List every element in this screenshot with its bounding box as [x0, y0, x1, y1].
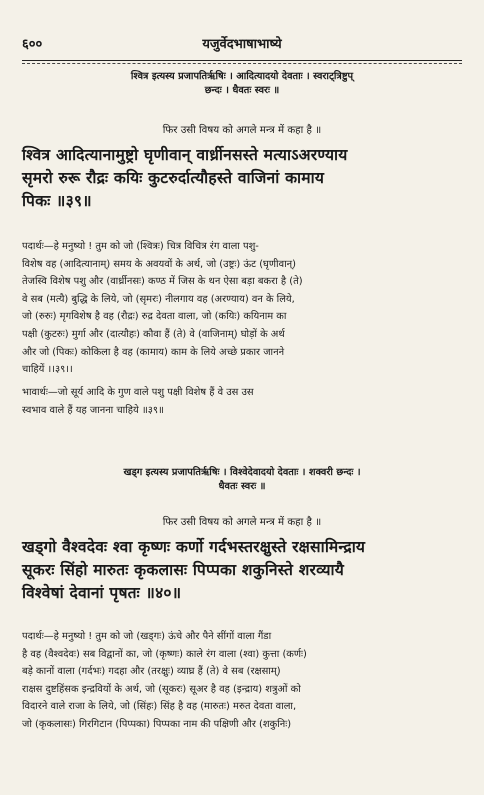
- padartha-line: वे सब (मत्यै) बुद्धि के लिये, जो (सृमरः) नीलगाय वह (अरण्याय) वन के लिये,: [22, 293, 295, 305]
- header-rule: [22, 60, 462, 61]
- bhavartha-line: भावार्थः—जो सूर्य आदि के गुण वाले पशु पक्षी विशेष हैं वे उस उस: [22, 387, 254, 398]
- bhavartha-line: स्वभाव वाले हैं यह जानना चाहिये ॥३९॥: [22, 404, 164, 416]
- mantra-39-text: [22, 144, 462, 213]
- padartha-line: पदार्थः—हे मनुष्यो ! तुम को जो (श्वित्रः) चित्र विचित्र रंग वाला पशु-: [22, 241, 259, 252]
- mantra-line: विश्वेषां देवानां पृषतः ॥४०॥: [22, 584, 182, 602]
- padartha-line: चाहियें ।।३९।।: [22, 364, 73, 376]
- mantra-line: श्वित्र आदित्यानामुष्ट्रो घृणीवान् वार्ध्रीनसस्ते मत्याऽअरण्याय: [22, 146, 348, 164]
- padartha-line: जो (कृकलासः) गिरगिटान (पिप्पका) पिप्पका नाम की पक्षिणी और (शकुनिः): [22, 718, 292, 730]
- metadata-line: धैवतः स्वरः ॥: [218, 481, 266, 492]
- padartha-line: राक्षस दुष्टहिंसक इन्द्रवियों के अर्थ, जो (सूकरः) सूअर है वह (इन्द्राय) शत्रुओं को: [22, 683, 301, 695]
- metadata-line: खड्ग इत्यस्य प्रजापतिर्ऋषिः । विश्वेदेवादयो देवताः । शक्वरी छन्दः ।: [123, 467, 361, 478]
- padartha-line: विदारने वाले राजा के लिये, जो (सिंहः) सिंह है वह (मारुतः) मरुत देवता वाला,: [22, 701, 297, 713]
- page-number: ६००: [22, 37, 43, 52]
- padartha-line: पक्षी (कुटरुः) मुर्गा और (दात्यौहः) कौवा हैं (ते) वे (वाजिनाम्) घोड़ों के अर्थ: [22, 328, 285, 340]
- padartha-line: जो (रुरुः) मृगविशेष है वह (रौद्रः) रुद्र देवता वाला, जो (कयिः) कयिनाम का: [22, 311, 287, 323]
- mantra-39-padartha: [22, 238, 462, 379]
- page-header: [22, 34, 462, 56]
- padartha-line: विशेष वह (आदित्यानाम्) समय के अवयवों के अर्थ, जो (उष्ट्रः) ऊंट (घृणीवान्): [22, 258, 296, 270]
- metadata-line: श्वित्र इत्यस्य प्रजापतिर्ऋषिः । आदित्यादयो देवताः । स्वराट्त्रिष्टुप्: [130, 71, 354, 82]
- padartha-line: बड़े कानों वाला (गर्दभः) गदहा और (तरक्षुः) व्याघ्र हैं (ते) वे सब (रक्षसाम्): [22, 666, 281, 678]
- padartha-line: है वह (वैश्वदेवः) सब विद्वानों का, जो (कृष्णः) काले रंग वाला (श्वा) कुत्ता (कर्णः): [22, 648, 307, 660]
- mantra-40-padartha: [22, 628, 462, 734]
- mantra-40-metadata: [22, 466, 462, 494]
- padartha-line: पदार्थः—हे मनुष्यो ! तुम को जो (खड्गः) ऊंचे और पैने सींगों वाला गैंडा: [22, 631, 272, 642]
- mantra-line: सूकरः सिंहो मारुतः कृकलासः पिप्पका शकुनिस्ते शरव्यायै: [22, 561, 344, 579]
- metadata-line: छन्दः । धैवतः स्वरः ॥: [204, 85, 280, 96]
- mantra-39-bhavartha: [22, 384, 462, 419]
- mantra-40-text: [22, 536, 462, 605]
- running-title: यजुर्वेदभाषाभाष्ये: [202, 37, 282, 52]
- mantra-line: पिकः ॥३९॥: [22, 192, 92, 210]
- mantra-39-intro: फिर उसी विषय को अगले मन्त्र में कहा है ॥: [162, 125, 322, 136]
- header-rule-dashed: [22, 63, 462, 64]
- mantra-line: खड्गो वैश्वदेवः श्वा कृष्णः कर्णो गर्दभस्तरक्षुस्ते रक्षसामिन्द्राय: [22, 538, 366, 556]
- padartha-line: तेजस्वि विशेष पशु और (वार्ध्रीनसः) कण्ठ में जिस के थन ऐसा बड़ा बकरा है (ते): [22, 276, 303, 288]
- mantra-40-intro: फिर उसी विषय को अगले मन्त्र में कहा है ॥: [162, 517, 322, 528]
- mantra-39-metadata: [22, 70, 462, 98]
- mantra-line: सृमरो रुरू रौद्रः कयिः कुटरुर्दात्यौहस्ते वाजिनां कामाय: [22, 169, 325, 187]
- padartha-line: और जो (पिकः) कोकिला है वह (कामाय) काम के लिये अच्छे प्रकार जानने: [22, 346, 285, 358]
